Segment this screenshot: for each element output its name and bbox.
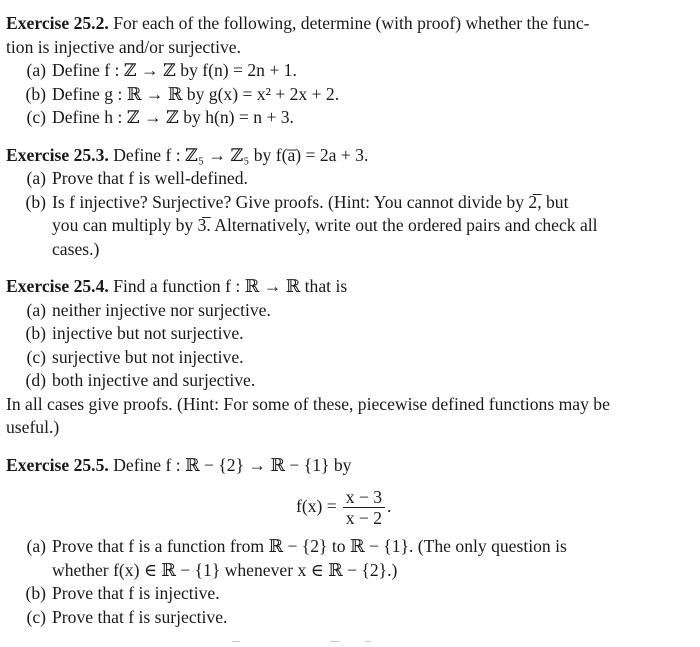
list-item <box>6 535 700 559</box>
document-page <box>6 12 700 629</box>
list-item <box>6 106 700 130</box>
exercise-outro-line: useful.) <box>6 417 60 437</box>
exercise-title: Exercise 25.3. <box>6 144 109 165</box>
item-label: (a) <box>26 60 46 80</box>
item-label: (a) <box>26 299 46 320</box>
item-text: Prove that f is injective. <box>52 583 220 603</box>
list-item <box>6 167 700 191</box>
exercise-title: Exercise 25.2. <box>6 13 109 33</box>
item-label: (c) <box>26 107 46 127</box>
item-label: (c) <box>26 346 46 367</box>
exercise-intro-line: Find a function f : ℝ → ℝ that is <box>113 276 348 296</box>
exercise-intro-line: For each of the following, determine (with proof) whether the func- <box>113 13 590 33</box>
exercise-25-2-intro <box>6 12 700 36</box>
exercise-intro-line: tion is injective and/or surjective. <box>6 36 242 57</box>
exercise-25-4-intro <box>6 275 700 299</box>
exercise-25-5-intro <box>6 454 700 478</box>
item-text: Prove that f is a function from ℝ − {2} to ℝ − {1}. (The only question is <box>52 536 567 556</box>
item-label: (d) <box>25 370 46 390</box>
display-equation <box>0 485 700 529</box>
list-item <box>6 606 700 630</box>
item-text: both injective and surjective. <box>52 370 256 390</box>
item-text: injective but not surjective. <box>52 323 244 343</box>
item-text: Is f injective? Surjective? Give proofs. (Hint: You cannot divide by 2̅, but <box>52 191 569 212</box>
item-label: (b) <box>25 583 46 603</box>
list-item <box>6 59 700 83</box>
list-item <box>6 83 700 107</box>
list-item <box>6 191 700 215</box>
list-item <box>6 346 700 370</box>
fraction-denominator: x − 2 <box>345 507 383 528</box>
exercise-25-3 <box>6 144 700 262</box>
exercise-intro-line: Define f : ℝ − {2} → ℝ − {1} by <box>113 454 352 475</box>
exercise-25-2 <box>6 12 700 130</box>
item-continuation: cases.) <box>52 238 100 259</box>
item-text: Prove that f is well-defined. <box>52 168 248 188</box>
cropped-next-line <box>0 641 700 647</box>
item-label: (c) <box>26 606 46 627</box>
exercise-25-5 <box>6 454 700 630</box>
fraction-numerator: x − 3 <box>345 486 383 507</box>
exercise-title: Exercise 25.4. <box>6 276 109 296</box>
exercise-title: Exercise 25.5. <box>6 454 109 475</box>
list-item <box>6 369 700 393</box>
item-text: surjective but not injective. <box>52 346 244 367</box>
exercise-25-3-intro <box>6 144 700 168</box>
equation-lhs: f(x) = <box>296 496 337 517</box>
list-item <box>6 322 700 346</box>
exercise-25-4 <box>6 275 700 440</box>
item-text: neither injective nor surjective. <box>52 299 271 320</box>
item-continuation: you can multiply by 3̅. Alternatively, write out the ordered pairs and check all <box>52 215 598 235</box>
list-item <box>6 582 700 606</box>
item-text: Define f : ℤ → ℤ by f(n) = 2n + 1. <box>52 60 297 80</box>
item-label: (b) <box>25 323 46 343</box>
item-text: Prove that f is surjective. <box>52 606 228 627</box>
exercise-outro-line: In all cases give proofs. (Hint: For some of these, piecewise defined functions may be <box>6 393 610 414</box>
item-label: (b) <box>25 83 46 104</box>
equation-period: . <box>387 496 392 517</box>
item-label: (b) <box>25 191 46 212</box>
item-text: Define g : ℝ → ℝ by g(x) = x² + 2x + 2. <box>52 83 340 104</box>
fraction <box>343 487 385 528</box>
exercise-intro-line: Define f : ℤ₅ → ℤ₅ by f(a̅) = 2a + 3. <box>113 144 369 165</box>
item-continuation: whether f(x) ∈ ℝ − {1} whenever x ∈ ℝ − {2}.) <box>52 559 398 580</box>
item-label: (a) <box>26 536 46 556</box>
item-label: (a) <box>26 168 46 188</box>
item-text: Define h : ℤ → ℤ by h(n) = n + 3. <box>52 107 294 127</box>
list-item <box>6 299 700 323</box>
